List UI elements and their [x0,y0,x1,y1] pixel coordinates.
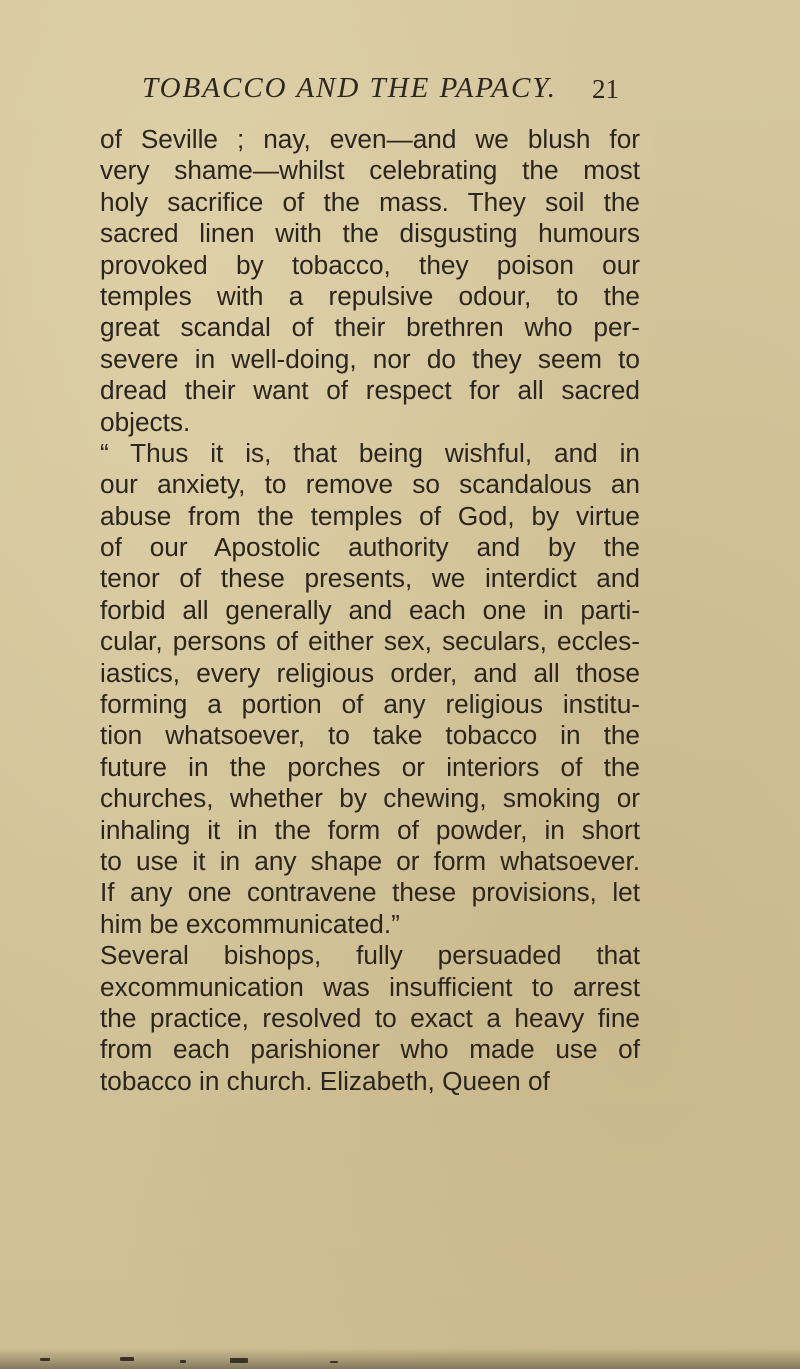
text-line: iastics, every religious order, and all those [100,657,640,688]
text-line: abuse from the temples of God, by virtue [100,500,640,531]
text-line: If any one contravene these provisions, let [100,877,640,908]
text-line: great scandal of their brethren who per- [100,312,640,343]
text-line: very shame—whilst celebrating the most [100,155,640,186]
page-bottom-edge [0,1348,800,1369]
text-line: to use it in any shape or form whatsoever. [100,845,640,876]
text-line: our anxiety, to remove so scandalous an [100,469,640,500]
text-line: churches, whether by chewing, smoking or [100,783,640,814]
body-text [100,124,640,1097]
ink-speck [120,1357,134,1361]
text-line: provoked by tobacco, they poison our [100,249,640,280]
text-line: sacred linen with the disgusting humours [100,218,640,249]
ink-speck [330,1361,338,1363]
text-line: forbid all generally and each one in parti- [100,594,640,625]
text-line: Several bishops, fully persuaded that [100,940,640,971]
text-line: dread their want of respect for all sacred [100,375,640,406]
page-number: 21 [592,74,619,104]
running-head-title: TOBACCO AND THE PAPACY. [142,72,558,104]
text-line: inhaling it in the form of powder, in short [100,814,640,845]
text-line: excommunication was insufficient to arrest [100,971,640,1002]
text-line: “ Thus it is, that being wishful, and in [100,437,640,468]
text-line: from each parishioner who made use of [100,1034,640,1065]
text-line: tobacco in church. Elizabeth, Queen of [100,1065,550,1096]
text-line: temples with a repulsive odour, to the [100,280,640,311]
ink-speck [180,1360,186,1363]
text-line: future in the porches or interiors of the [100,751,640,782]
text-line: of Seville ; nay, even—and we blush for [100,124,640,154]
text-line: him be excommunicated.” [100,908,400,939]
text-line: severe in well-doing, nor do they seem to [100,343,640,374]
text-line: of our Apostolic authority and by the [100,532,640,563]
text-line: holy sacrifice of the mass. They soil the [100,186,640,217]
ink-speck [230,1358,248,1363]
text-line: forming a portion of any religious institu- [100,689,640,720]
text-line: the practice, resolved to exact a heavy fine [100,1002,640,1033]
ink-speck [40,1358,50,1361]
text-line: objects. [100,406,191,437]
text-line: cular, persons of either sex, seculars, eccles- [100,626,640,657]
text-line: tenor of these presents, we interdict and [100,563,640,594]
text-line: tion whatsoever, to take tobacco in the [100,720,640,751]
